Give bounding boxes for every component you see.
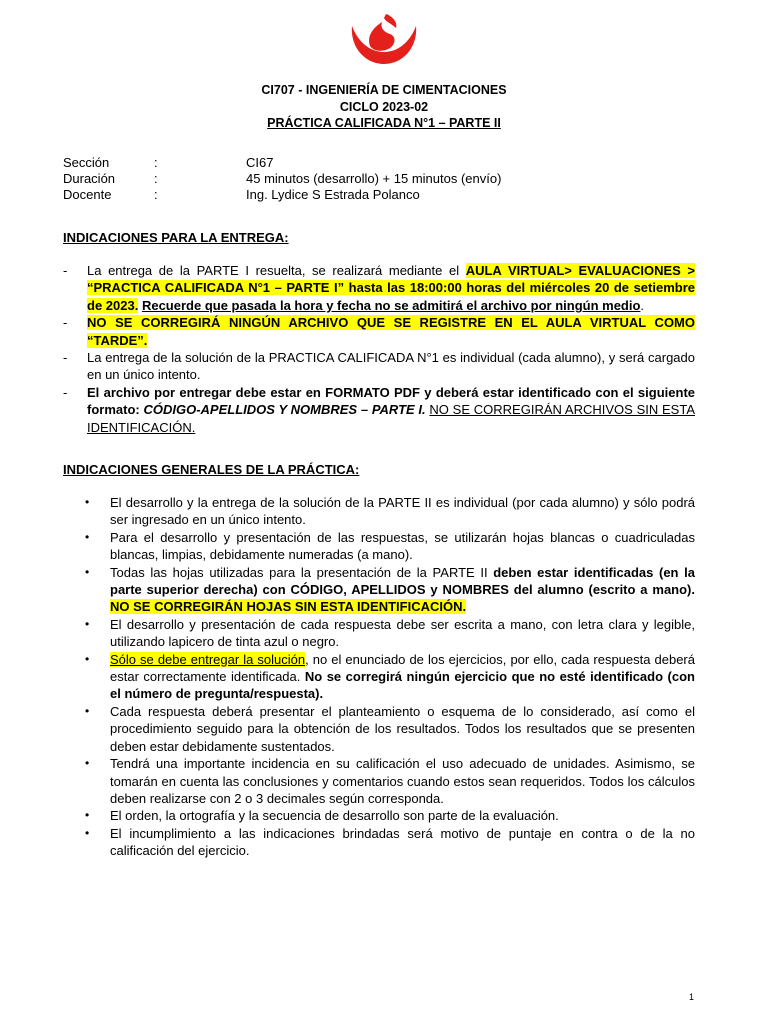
info-sep: :: [154, 187, 158, 202]
info-key: Sección: [63, 155, 110, 170]
list-item-text: Sólo se debe entregar la solución: [110, 651, 306, 667]
info-value: Ing. Lydice S Estrada Polanco: [246, 187, 420, 202]
generales-list: [63, 494, 695, 860]
list-item-text: No se corregirá ningún ejercicio que no esté identificado (con el número de pregunta/respuesta).: [110, 669, 695, 702]
list-item: [63, 825, 695, 860]
list-item-text: La entrega de la PARTE I resuelta, se realizará mediante el: [87, 263, 466, 278]
info-sep: :: [154, 171, 158, 186]
course-title: CI707 - INGENIERÍA DE CIMENTACIONES: [261, 83, 507, 97]
list-item-text: CÓDIGO-APELLIDOS Y NOMBRES – PARTE I.: [143, 402, 426, 418]
list-item: [63, 384, 695, 436]
list-item-text: El desarrollo y la entrega de la solución de la PARTE II es individual (por cada alumno) y sólo podrá ser ingresado en un único intento.: [110, 495, 695, 528]
list-item: [63, 262, 695, 314]
exam-title-text: PRÁCTICA CALIFICADA N°1 – PARTE II: [267, 116, 501, 130]
list-item-text: NO SE CORREGIRÁN HOJAS SIN ESTA IDENTIFICACIÓN.: [110, 599, 467, 615]
list-item: [63, 651, 695, 703]
list-item-text: El incumplimiento a las indicaciones brindadas será motivo de puntaje en contra o de la no calificación del ejercicio.: [110, 825, 695, 859]
list-item-text: deben estar identificadas (en la parte superior derecha) con CÓDIGO, APELLIDOS y NOMBRES del alumno (escrito a mano).: [110, 564, 695, 598]
list-item-text: Todas las hojas utilizadas para la presentación de la PARTE II: [110, 564, 494, 580]
list-item: [63, 564, 695, 616]
list-item: [63, 494, 695, 529]
list-item-text: Cada respuesta deberá presentar el planteamiento o esquema de lo considerado, así como el procedimiento seguido para la obtención de los resultados. Todos los resultados que se presenten deben estar debidamente sustentados.: [110, 703, 695, 754]
page-number: 1: [689, 992, 695, 1002]
section-title-generales: INDICACIONES GENERALES DE LA PRÁCTICA:: [63, 462, 360, 477]
list-item-text: AULA VIRTUAL> EVALUACIONES > “PRACTICA CALIFICADA N°1 – PARTE I” hasta las 18:00:00 horas del miércoles 20 de setiembre de 2023.: [87, 263, 696, 313]
list-item-text: .: [640, 297, 645, 313]
list-item-text: Tendrá una importante incidencia en su calificación el uso adecuado de unidades. Asimismo, se tomarán en cuenta las conclusiones y comentarios cuando estos sean requeridos. Todos los cálculos deben realizarse con 2 o 3 decimales según corresponda.: [110, 756, 695, 806]
info-value: CI67: [246, 155, 274, 170]
list-item: [63, 529, 695, 564]
list-item-text: El orden, la ortografía y la secuencia de desarrollo son parte de la evaluación.: [110, 808, 559, 824]
entrega-list: [63, 262, 695, 436]
list-item-text: Para el desarrollo y presentación de las respuestas, se utilizarán hojas blancas o cuadriculadas blancas, limpias, debidamente numeradas (a mano).: [110, 529, 695, 563]
list-item-text: , no el enunciado de los ejercicios, por ello, cada respuesta deberá estar correctamente identificada.: [110, 651, 695, 685]
list-item-text: El archivo por entregar debe estar en FORMATO PDF y deberá estar identificado con el siguiente formato:: [87, 384, 695, 418]
info-key: Docente: [63, 187, 112, 202]
info-value: 45 minutos (desarrollo) + 15 minutos (envío): [246, 171, 502, 186]
list-item-text: NO SE CORREGIRÁN ARCHIVOS SIN ESTA IDENTIFICACIÓN.: [87, 402, 695, 435]
info-key: Duración: [63, 171, 116, 186]
info-sep: :: [154, 155, 158, 170]
list-item: [63, 703, 695, 755]
list-item-text: Recuerde que pasada la hora y fecha no se admitirá el archivo por ningún medio: [141, 297, 641, 313]
list-item-text: NO SE CORREGIRÁ NINGÚN ARCHIVO QUE SE REGISTRE EN EL AULA VIRTUAL COMO “TARDE”.: [87, 315, 695, 348]
exam-title: [0, 116, 768, 130]
section-title-entrega: INDICACIONES PARA LA ENTREGA:: [63, 230, 289, 245]
list-item-text: La entrega de la solución de la PRACTICA CALIFICADA N°1 es individual (cada alumno), y será cargado en un único intento.: [87, 350, 695, 383]
list-item: [63, 807, 695, 824]
list-item: [63, 349, 695, 384]
list-item: [63, 314, 695, 349]
university-logo-icon: [346, 12, 422, 66]
list-item: [63, 755, 695, 807]
list-item: [63, 616, 695, 651]
list-item-text: El desarrollo y presentación de cada respuesta debe ser escrita a mano, con letra clara y legible, utilizando lapicero de tinta azul o negro.: [110, 616, 695, 650]
cycle-title: CICLO 2023-02: [339, 100, 429, 114]
